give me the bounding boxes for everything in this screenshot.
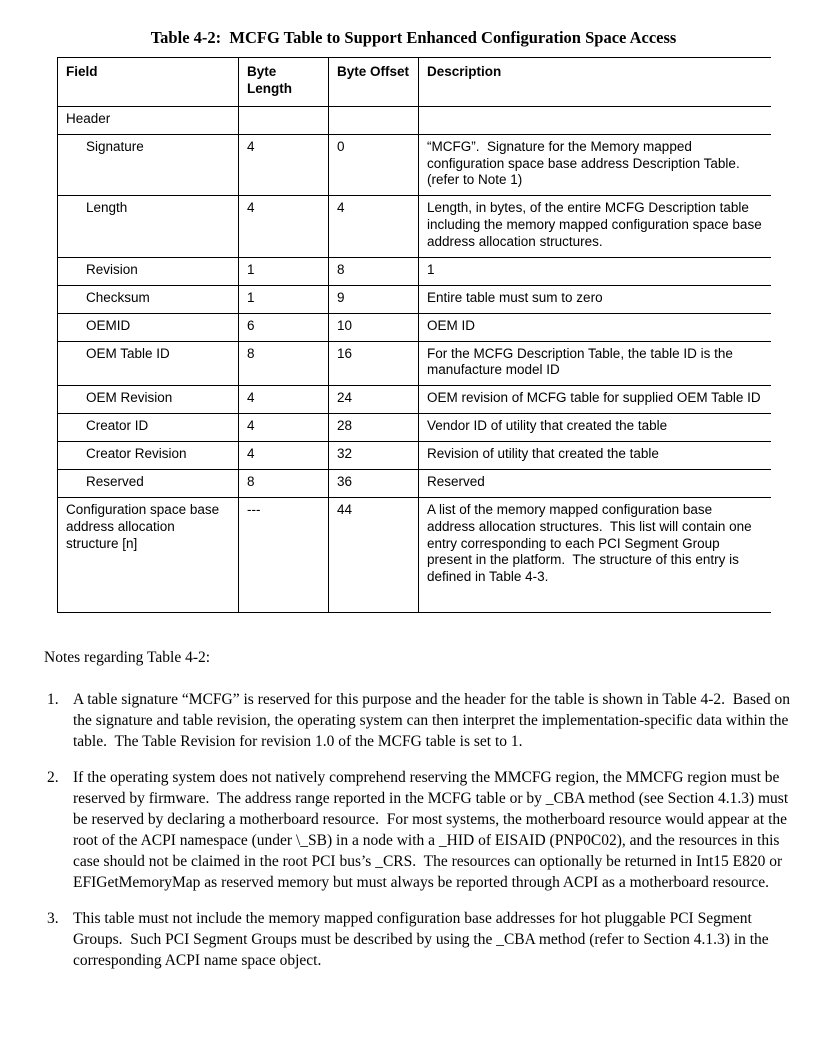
field-cell: Signature <box>58 134 239 196</box>
field-cell: Configuration space base address allocation structure [n] <box>58 497 239 612</box>
byte-offset-cell: 8 <box>329 257 419 285</box>
table-body <box>58 106 771 612</box>
byte-length-cell: 4 <box>239 134 329 196</box>
column-header-byte-length: Byte Length <box>239 58 329 107</box>
table-row <box>58 442 771 470</box>
description-cell: Length, in bytes, of the entire MCFG Description table including the memory mapped configuration space base address allocation structures. <box>419 196 771 258</box>
note-text: If the operating system does not natively comprehend reserving the MMCFG region, the MMCFG region must be reserved by firmware. The address range reported in the MCFG table or by _CBA method (see Section 4.1.3) must be reserved by declaring a motherboard resource. For most systems, the motherboard resource would appear at the root of the ACPI namespace (under \_SB) in a node with a _HID of EISAID (PNP0C02), and the resources in this case should not be claimed in the root PCI bus’s _CRS. The resources can optionally be returned in Int15 E820 or EFIGetMemoryMap as reserved memory but must always be reported through ACPI as a motherboard resource. <box>73 769 793 892</box>
table-row <box>58 469 771 497</box>
description-cell: Entire table must sum to zero <box>419 285 771 313</box>
table-row <box>58 285 771 313</box>
field-cell: OEM Revision <box>58 386 239 414</box>
note-number: 2. <box>47 769 59 787</box>
column-header-byte-offset: Byte Offset <box>329 58 419 107</box>
description-cell: “MCFG”. Signature for the Memory mapped configuration space base address Description Table. (refer to Note 1) <box>419 134 771 196</box>
byte-length-cell: 1 <box>239 257 329 285</box>
mcfg-spec-table <box>57 57 771 613</box>
field-cell: Header <box>58 106 239 134</box>
field-cell: Length <box>58 196 239 258</box>
description-cell: For the MCFG Description Table, the table ID is the manufacture model ID <box>419 341 771 386</box>
notes-list <box>44 689 792 971</box>
byte-length-cell: 6 <box>239 313 329 341</box>
byte-length-cell: 1 <box>239 285 329 313</box>
note-number: 1. <box>47 691 59 709</box>
byte-length-cell: --- <box>239 497 329 612</box>
byte-offset-cell: 4 <box>329 196 419 258</box>
table-row <box>58 341 771 386</box>
column-header-field: Field <box>58 58 239 107</box>
table-row <box>58 196 771 258</box>
description-cell: OEM revision of MCFG table for supplied OEM Table ID <box>419 386 771 414</box>
byte-offset-cell: 28 <box>329 414 419 442</box>
table-caption: Table 4-2: MCFG Table to Support Enhanced Configuration Space Access <box>150 28 677 47</box>
field-cell: Reserved <box>58 469 239 497</box>
table-row <box>58 106 771 134</box>
field-cell: Creator ID <box>58 414 239 442</box>
byte-offset-cell: 9 <box>329 285 419 313</box>
table-header-row <box>58 58 771 107</box>
description-cell: OEM ID <box>419 313 771 341</box>
table-row <box>58 257 771 285</box>
column-header-description: Description <box>419 58 771 107</box>
description-cell: 1 <box>419 257 771 285</box>
field-cell: OEMID <box>58 313 239 341</box>
table-row <box>58 313 771 341</box>
field-cell: Revision <box>58 257 239 285</box>
note-item <box>47 767 792 893</box>
note-text: A table signature “MCFG” is reserved for this purpose and the header for the table is shown in Table 4-2. Based on the signature and table revision, the operating system can then interpret the implementation-specific data within the table. The Table Revision for revision 1.0 of the MCFG table is set to 1. <box>73 691 794 751</box>
table-section <box>57 28 770 613</box>
byte-offset-cell: 24 <box>329 386 419 414</box>
byte-length-cell: 8 <box>239 469 329 497</box>
note-number: 3. <box>47 910 59 928</box>
description-cell: A list of the memory mapped configuration base address allocation structures. This list will contain one entry corresponding to each PCI Segment Group present in the platform. The structure of this entry is defined in Table 4-3. <box>419 497 771 612</box>
note-item <box>47 689 792 752</box>
notes-section <box>44 647 792 971</box>
byte-length-cell: 4 <box>239 414 329 442</box>
byte-offset-cell: 36 <box>329 469 419 497</box>
description-cell: Reserved <box>419 469 771 497</box>
table-row <box>58 134 771 196</box>
note-item <box>47 908 792 971</box>
byte-offset-cell: 32 <box>329 442 419 470</box>
byte-offset-cell: 10 <box>329 313 419 341</box>
byte-length-cell: 4 <box>239 442 329 470</box>
field-cell: Checksum <box>58 285 239 313</box>
byte-offset-cell: 16 <box>329 341 419 386</box>
byte-offset-cell: 44 <box>329 497 419 612</box>
byte-length-cell: 8 <box>239 341 329 386</box>
table-row <box>58 386 771 414</box>
byte-offset-cell: 0 <box>329 134 419 196</box>
description-cell <box>419 106 771 134</box>
byte-offset-cell <box>329 106 419 134</box>
byte-length-cell <box>239 106 329 134</box>
note-text: This table must not include the memory mapped configuration base addresses for hot pluggable PCI Segment Groups. Such PCI Segment Groups must be described by using the _CBA method (refer to Section 4.1.3) in the corresponding ACPI name space object. <box>73 910 773 970</box>
field-cell: Creator Revision <box>58 442 239 470</box>
notes-heading: Notes regarding Table 4-2: <box>44 649 211 667</box>
description-cell: Vendor ID of utility that created the table <box>419 414 771 442</box>
field-cell: OEM Table ID <box>58 341 239 386</box>
description-cell: Revision of utility that created the table <box>419 442 771 470</box>
table-row <box>58 414 771 442</box>
byte-length-cell: 4 <box>239 196 329 258</box>
byte-length-cell: 4 <box>239 386 329 414</box>
table-row <box>58 497 771 612</box>
